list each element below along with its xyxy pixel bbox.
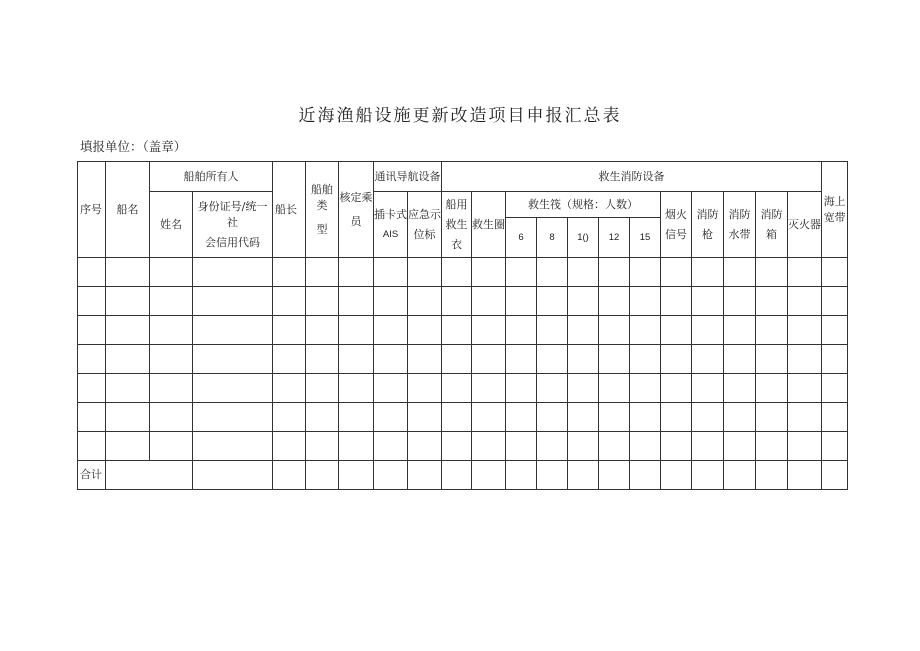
table-cell[interactable] (506, 374, 537, 403)
header-ship-name: 船名 (106, 162, 150, 258)
reporting-unit-label: 填报单位：（盖章） (80, 139, 187, 154)
header-box-line1: 消防 (760, 207, 783, 221)
table-cell[interactable] (661, 432, 692, 461)
header-nozzle-line2: 枪 (702, 227, 713, 241)
table-cell[interactable] (756, 432, 788, 461)
table-cell[interactable] (106, 345, 150, 374)
header-jacket-line2: 救生 (445, 217, 468, 231)
header-broadband-line1: 海上 (823, 194, 846, 208)
header-fire-nozzle (692, 192, 724, 258)
table-cell[interactable] (724, 287, 756, 316)
table-cell[interactable] (661, 345, 692, 374)
table-cell[interactable] (442, 345, 472, 374)
table-cell[interactable] (306, 316, 339, 345)
table-cell[interactable] (756, 461, 788, 490)
header-safety-group: 救生消防设备 (442, 162, 822, 192)
table-cell[interactable] (537, 461, 568, 490)
table-cell[interactable] (537, 258, 568, 287)
table-cell[interactable] (568, 461, 599, 490)
header-owner-id-line2: 会信用代码 (205, 235, 260, 249)
table-cell[interactable] (306, 461, 339, 490)
table-cell[interactable] (822, 374, 848, 403)
table-cell[interactable] (788, 316, 822, 345)
table-cell[interactable] (150, 316, 193, 345)
table-cell[interactable] (106, 316, 150, 345)
table-cell[interactable] (106, 461, 193, 490)
table-cell[interactable] (756, 403, 788, 432)
table-cell[interactable] (472, 345, 506, 374)
table-cell[interactable] (106, 432, 150, 461)
table-cell[interactable] (506, 316, 537, 345)
header-jacket-line3: 衣 (451, 237, 462, 251)
table-cell[interactable] (150, 403, 193, 432)
table-cell[interactable] (472, 403, 506, 432)
table-cell[interactable] (273, 345, 306, 374)
table-cell[interactable] (630, 258, 661, 287)
header-pyro-signal (661, 192, 692, 258)
table-cell[interactable] (106, 403, 150, 432)
header-owner-id (193, 192, 273, 258)
table-cell[interactable] (442, 316, 472, 345)
table-cell[interactable] (273, 258, 306, 287)
table-cell[interactable] (193, 403, 273, 432)
header-emergency-beacon (408, 192, 442, 258)
header-raft-size: 1() (568, 218, 599, 258)
table-cell[interactable] (408, 403, 442, 432)
table-cell[interactable] (442, 287, 472, 316)
table-cell[interactable] (442, 461, 472, 490)
table-cell[interactable] (472, 432, 506, 461)
table-cell[interactable] (537, 374, 568, 403)
table-cell[interactable] (306, 287, 339, 316)
table-cell[interactable] (408, 432, 442, 461)
table-cell[interactable] (150, 345, 193, 374)
table-cell[interactable] (756, 258, 788, 287)
table-cell[interactable] (630, 461, 661, 490)
header-nav-group: 通讯导航设备 (374, 162, 442, 192)
table-cell[interactable] (724, 345, 756, 374)
table-cell[interactable] (692, 316, 724, 345)
table-cell[interactable] (472, 374, 506, 403)
header-ship-type-line1: 船舶类 (311, 182, 333, 212)
table-row (78, 287, 848, 316)
table-row (78, 432, 848, 461)
header-ship-length: 船长 (273, 162, 306, 258)
table-cell[interactable] (150, 374, 193, 403)
table-cell[interactable] (630, 432, 661, 461)
table-cell[interactable] (568, 316, 599, 345)
table-cell[interactable] (472, 258, 506, 287)
header-raft-size: 12 (599, 218, 630, 258)
header-flare-line2: 信号 (665, 227, 687, 241)
table-cell[interactable] (692, 258, 724, 287)
table-cell[interactable] (788, 374, 822, 403)
table-cell[interactable] (756, 345, 788, 374)
table-cell[interactable] (78, 287, 106, 316)
table-cell[interactable] (822, 258, 848, 287)
table-cell[interactable] (339, 287, 374, 316)
table-cell[interactable] (442, 374, 472, 403)
table-cell[interactable] (568, 403, 599, 432)
table-cell[interactable] (630, 374, 661, 403)
table-cell[interactable] (374, 258, 408, 287)
table-cell[interactable] (273, 461, 306, 490)
table-cell[interactable] (306, 432, 339, 461)
header-raft-size: 8 (537, 218, 568, 258)
table-cell[interactable] (599, 374, 630, 403)
table-cell[interactable] (442, 403, 472, 432)
header-broadband (822, 162, 848, 258)
table-cell[interactable] (106, 374, 150, 403)
table-cell[interactable] (339, 258, 374, 287)
table-cell[interactable] (537, 345, 568, 374)
table-cell[interactable] (339, 461, 374, 490)
table-cell[interactable] (788, 258, 822, 287)
table-cell[interactable] (78, 432, 106, 461)
table-cell[interactable] (273, 403, 306, 432)
table-cell[interactable] (822, 403, 848, 432)
table-cell[interactable] (339, 374, 374, 403)
header-broadband-line2: 宽带 (823, 210, 846, 224)
table-cell[interactable] (537, 432, 568, 461)
table-cell[interactable] (599, 258, 630, 287)
table-cell[interactable] (724, 374, 756, 403)
header-fire-hose (724, 192, 756, 258)
total-row (78, 461, 848, 490)
table-cell[interactable] (408, 258, 442, 287)
table-cell[interactable] (306, 403, 339, 432)
table-cell[interactable] (374, 345, 408, 374)
table-cell[interactable] (822, 345, 848, 374)
header-ais (374, 192, 408, 258)
header-owner-name: 姓名 (150, 192, 193, 258)
table-cell[interactable] (506, 345, 537, 374)
table-cell[interactable] (822, 287, 848, 316)
table-cell[interactable] (788, 432, 822, 461)
table-cell[interactable] (661, 374, 692, 403)
table-row (78, 403, 848, 432)
table-cell[interactable] (273, 374, 306, 403)
header-beacon-line2: 位标 (413, 227, 436, 241)
table-cell[interactable] (442, 258, 472, 287)
table-cell[interactable] (568, 345, 599, 374)
table-row (78, 258, 848, 287)
header-ais-line2: AIS (382, 228, 399, 240)
table-cell[interactable] (506, 258, 537, 287)
table-cell[interactable] (193, 287, 273, 316)
header-hose-line2: 水带 (728, 227, 751, 241)
header-hose-line1: 消防 (728, 207, 751, 221)
table-cell[interactable] (106, 287, 150, 316)
table-cell[interactable] (724, 258, 756, 287)
table-cell[interactable] (408, 461, 442, 490)
table-cell[interactable] (273, 316, 306, 345)
table-cell[interactable] (472, 316, 506, 345)
header-ais-line1: 插卡式 (374, 207, 407, 221)
table-cell[interactable] (150, 432, 193, 461)
table-cell[interactable] (78, 258, 106, 287)
table-cell[interactable] (630, 287, 661, 316)
table-cell[interactable] (599, 461, 630, 490)
document-title: 近海渔船设施更新改造项目申报汇总表 (298, 106, 622, 126)
header-life-raft-group: 救生筏（规格：人数） (506, 192, 661, 218)
table-cell[interactable] (630, 403, 661, 432)
table-cell[interactable] (374, 432, 408, 461)
table-cell[interactable] (568, 432, 599, 461)
table-row (78, 316, 848, 345)
table-cell[interactable] (537, 403, 568, 432)
header-raft-size: 6 (506, 218, 537, 258)
table-cell[interactable] (472, 461, 506, 490)
table-cell[interactable] (537, 287, 568, 316)
summary-table (77, 161, 848, 490)
header-extinguisher: 灭火器 (788, 192, 822, 258)
table-cell[interactable] (661, 403, 692, 432)
header-crew-line1: 核定乘 (339, 190, 373, 204)
table-cell[interactable] (724, 461, 756, 490)
table-cell[interactable] (506, 432, 537, 461)
table-cell[interactable] (788, 345, 822, 374)
table-cell[interactable] (306, 374, 339, 403)
table-cell[interactable] (822, 316, 848, 345)
table-cell[interactable] (537, 316, 568, 345)
table-cell[interactable] (599, 316, 630, 345)
table-cell[interactable] (408, 374, 442, 403)
table-cell[interactable] (661, 287, 692, 316)
table-cell[interactable] (273, 287, 306, 316)
table-row (78, 374, 848, 403)
table-cell[interactable] (661, 316, 692, 345)
table-cell[interactable] (374, 403, 408, 432)
header-owner-id-line1: 身份证号/统一社 (197, 199, 268, 229)
table-cell[interactable] (661, 258, 692, 287)
table-cell[interactable] (339, 403, 374, 432)
table-cell[interactable] (724, 403, 756, 432)
header-ship-type (306, 162, 339, 258)
table-cell[interactable] (724, 316, 756, 345)
table-cell[interactable] (339, 316, 374, 345)
table-cell[interactable] (692, 432, 724, 461)
table-cell[interactable] (506, 461, 537, 490)
table-row (78, 345, 848, 374)
header-jacket-line1: 船用 (445, 197, 468, 211)
header-box-line2: 箱 (766, 227, 777, 241)
table-cell[interactable] (374, 287, 408, 316)
table-cell[interactable] (339, 345, 374, 374)
table-cell[interactable] (568, 258, 599, 287)
table-cell[interactable] (374, 316, 408, 345)
table-cell[interactable] (150, 287, 193, 316)
table-cell[interactable] (78, 374, 106, 403)
table-cell[interactable] (106, 258, 150, 287)
table-cell[interactable] (599, 345, 630, 374)
table-cell[interactable] (374, 461, 408, 490)
table-cell[interactable] (756, 374, 788, 403)
table-cell[interactable] (724, 432, 756, 461)
table-cell[interactable] (630, 316, 661, 345)
table-cell[interactable] (692, 461, 724, 490)
header-flare-line1: 烟火 (665, 207, 687, 221)
table-cell[interactable] (306, 258, 339, 287)
table-cell[interactable] (756, 316, 788, 345)
table-cell[interactable] (692, 345, 724, 374)
table-cell[interactable] (408, 287, 442, 316)
table-cell[interactable] (822, 432, 848, 461)
table-cell[interactable] (408, 345, 442, 374)
header-ship-type-line2: 型 (316, 222, 328, 236)
table-cell[interactable] (193, 316, 273, 345)
table-cell[interactable] (692, 374, 724, 403)
header-raft-size: 15 (630, 218, 661, 258)
table-cell[interactable] (788, 461, 822, 490)
table-cell[interactable] (193, 258, 273, 287)
table-cell[interactable] (193, 461, 273, 490)
table-cell[interactable] (306, 345, 339, 374)
table-cell[interactable] (568, 287, 599, 316)
table-cell[interactable] (442, 432, 472, 461)
header-owner-group: 船舶所有人 (150, 162, 273, 192)
table-cell[interactable] (630, 345, 661, 374)
table-cell[interactable] (692, 287, 724, 316)
table-cell[interactable] (599, 403, 630, 432)
header-crew-line2: 员 (350, 214, 362, 228)
table-cell[interactable] (599, 432, 630, 461)
table-cell[interactable] (193, 432, 273, 461)
table-cell[interactable] (506, 403, 537, 432)
table-cell[interactable] (193, 374, 273, 403)
table-cell[interactable] (788, 403, 822, 432)
header-nozzle-line1: 消防 (696, 207, 719, 221)
table-cell[interactable] (78, 345, 106, 374)
table-cell[interactable] (374, 374, 408, 403)
table-cell[interactable] (150, 258, 193, 287)
table-cell[interactable] (193, 345, 273, 374)
table-cell[interactable] (788, 287, 822, 316)
table-cell[interactable] (273, 432, 306, 461)
header-life-jacket (442, 192, 472, 258)
header-seq: 序号 (78, 162, 106, 258)
table-cell[interactable] (339, 432, 374, 461)
table-cell[interactable] (408, 316, 442, 345)
header-life-ring: 救生圈 (472, 192, 506, 258)
header-fire-box (756, 192, 788, 258)
table-cell[interactable] (78, 316, 106, 345)
total-label: 合计 (78, 461, 106, 490)
table-cell[interactable] (599, 287, 630, 316)
table-cell[interactable] (506, 287, 537, 316)
table-cell[interactable] (568, 374, 599, 403)
header-crew (339, 162, 374, 258)
table-cell[interactable] (661, 461, 692, 490)
table-cell[interactable] (756, 287, 788, 316)
table-cell[interactable] (692, 403, 724, 432)
table-cell[interactable] (472, 287, 506, 316)
header-beacon-line1: 应急示 (408, 207, 441, 221)
table-cell[interactable] (822, 461, 848, 490)
table-cell[interactable] (78, 403, 106, 432)
